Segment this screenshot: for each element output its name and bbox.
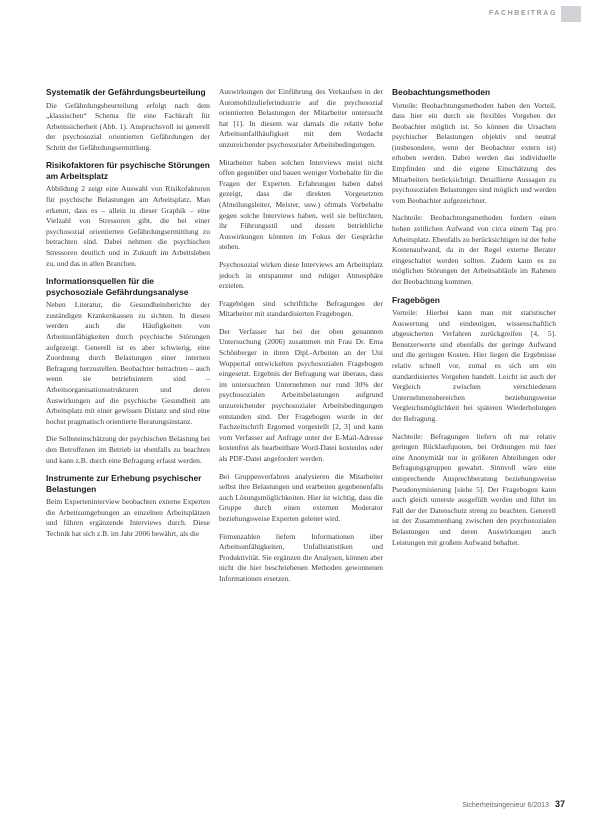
paragraph: Die Selbsteinschätzung der psychischen Belastung bei den Betroffenen im Betrieb ist ebenfalls zu beachten und kann z.B. durch eine Befragung erfasst werden. xyxy=(46,434,210,465)
paragraph: Der Verfasser hat bei der oben genannten Untersuchung (2006) zusammen mit Frau Dr. Erna Schönberger in ihren Dipl.-Arbeiten an der Uni Wuppertal entwickelten psychosozialen Fragebogen eingesetzt. Ergebnis der Befragung war überaus, dass im untersuchten Unternehmen nur rund 30% der psychosozialen Arbeitsbelastungen aufgrund unzureichender psychosozialer Arbeitsbedingungen entstanden sind. Der Fragebogen wurde in der Fachzeitschrift Ergomed vorgestellt [2, 3] und kann vom Verfasser auf Anfrage unter der E-Mail-Adresse kostenfrei als bearbeitbare Word-Datei kostenlos oder als PDF-Datei angefordert werden. xyxy=(219,326,383,463)
section-label: FACHBEITRAG xyxy=(488,10,557,17)
heading-frageboegen: Fragebögen xyxy=(392,294,440,305)
column-2 xyxy=(219,87,383,592)
paragraph: Nachteile: Beobachtungsmethoden fordern einen hohen zeitlichen Aufwand von circa einem Tag pro Arbeitsplatz. Ebenfalls zu berücksichtigen ist der hohe Kostenaufwand, da in der Regel externe Berater eingeschaltet werden sollten. Zudem kann es zu möglichen Störungen der Arbeitsabläufe im Rahmen der Beobachtung kommen. xyxy=(392,213,556,286)
column-1 xyxy=(46,87,210,547)
paragraph: Vorteile: Beobachtungsmethoden haben den Vorteil, dass hier ein durch sie flexibles Vorgehen der Beobachter möglich ist. So können die Ursachen psychischer Belastungen objektiv und neutral (insbesondere, wenn der Beobachter extern ist) erhoben werden. Dabei werden das individuelle Empfinden und die eigene Einschätzung des Mitarbeiters berücksichtigt. Detaillierte Aussagen zu psychosozialen Belastungen sind möglich und werden vom Beobachter aufgezeichnet. xyxy=(392,100,556,205)
page-footer xyxy=(462,799,565,809)
heading-beobachtungsmethoden: Beobachtungsmethoden xyxy=(392,87,491,97)
paragraph: Nachteile: Befragungen liefern oft nur relativ geringen Rücklaufquoten, bei Ordnungen mit hier eine Anonymität nur in größeren Abteilungen oder Befragungsgruppen gewahrt. Sinnvoll wäre eine entsprechende Ansprechberatung beziehungsweise Pseudonymisierung [siehe 5]. Der Fragebogen kann auch gleich unterste ausgefüllt werden und führt im Fall der der Datenschutz streng zu beachten. Generell ist der Zusammenhang zwischen den psychosozialen Belastungen und deren Auswirkungen auch Leistungen mit großem Aufwand behaftet. xyxy=(392,431,556,547)
journal-name: Sicherheitsingenieur 6/2013 xyxy=(462,802,549,809)
paragraph: Bei Gruppenverfahren analysieren die Mitarbeiter selbst ihre Belastungen und erarbeiten gegebenenfalls auch Lösungsmöglichkeiten. Hier ist wichtig, dass die Gruppe durch einen externen Moderator beziehungsweise Experten geleitet wird. xyxy=(219,471,383,523)
paragraph: Die Gefährdungsbeurteilung erfolgt nach dem „klassischen“ Schema für eine Fachkraft für Arbeitssicherheit (Abb. 1). Anspruchsvoll ist generell der psychosozial orientierten Gefährdungen der Schritt der Gefährdungsermittlung. xyxy=(46,100,210,152)
paragraph: Auswirkungen der Einführung des Verkaufsen in der Automobilzulieferindustrie auf die psychosozial orientierten Belastungen der Mitarbeiter untersucht hat [1]. In diesem war damals die relativ hohe Arbeitsunfallhäufigkeit mit dem Verdacht unzureichender psychosozialer Arbeitsbedingungen. xyxy=(219,87,383,149)
paragraph: Firmenzahlen liefern Informationen über Arbeitsunfähigkeiten, Unfallstatistiken und Produktivität. Sie ergänzen die Analysen, können aber nicht die hier beschriebenen Methoden gewonnenen Informationen ersetzen. xyxy=(219,531,383,583)
paragraph: Vorteile: Hierbei kann man mit statistischer Auswertung und eindeutigen, wissenschaftlich abgesicherten Verfahren zurückgreifen [4, 5]. Benutzerwerte sind ebenfalls der geringe Aufwand und die geringen Kosten. Hier liegen die Ergebnisse relativ schnell vor, zumal es sich um ein standardisiertes Vorgehen handelt. Leicht ist auch der Vergleich zwischen verschiedenen Unternehmensbereichen beziehungsweise Vergleichsmöglichkeit bei späteren Wiederholungen der Befragung. xyxy=(392,308,556,424)
heading-systematik: Systematik der Gefährdungsbeurteilung xyxy=(46,87,206,97)
paragraph: Psychosozial wirken diese Interviews am Arbeitsplatz jedoch in entspannter und ruhiger Atmosphäre erzielen. xyxy=(219,259,383,291)
paragraph: Fragebögen sind schriftliche Befragungen der Mitarbeiter mit standardisierten Fragebogen. xyxy=(219,298,383,319)
paragraph: Mitarbeiter haben solchen Interviews meist nicht offen gegenüber und bauen weniger Vorbehalte für die Fragen der Experten. Erfahrungen haben dabei gezeigt, dass die direkten Vorgesetzten (Abteilungsleiter, Meister, usw.) oftmals Vorbehalte gegen solche Interviews haben, weil sie befürchten, ihr Führungsstil und dessen betriebliche Auswirkungen könnten im Fokus der Gespräche stehen. xyxy=(219,157,383,252)
header-marker xyxy=(561,6,581,22)
heading-informationsquellen: Informationsquellen für die psychosoziale Gefährdungsanalyse xyxy=(46,276,189,297)
paragraph: Abbildung 2 zeigt eine Auswahl von Risikofaktoren für psychische Belastungen am Arbeitsplatz. Man erkennt, dass es – allein in dieser Graphik – eine Vielzahl von Stressoren gibt, die bei einer psychosozial orientierten Gefährdungsermittlung zu betrachten sind. Dabei nehmen die psychischen Stressoren deutlich und in Zukunft im Arbeitsleben zu, und das in allen Branchen. xyxy=(46,184,210,268)
paragraph: Neben Literatur, die Gesundheitsberichte der zuständigen Krankenkassen zu sichten. In diesen werden auch die Häufigkeiten von Arbeitsunfähigkeiten durch psychische Störungen aufgezeigt. Generell ist es aber schwierig, eine Zuordnung durch Belastungen einer internen Befragung herzustellen. Beobachter betrachten – auch wenn sie betriebsintern sind – Arbeitsorganisationsstrukturen und deren Auswirkungen auf die psychische Gesundheit am Arbeitsplatz mit einer gewissen Distanz und sind eine hochst pragmatisch orientierte Beratungsinstanz. xyxy=(46,300,210,426)
heading-instrumente: Instrumente zur Erhebung psychischer Belastungen xyxy=(46,473,202,494)
column-3 xyxy=(392,87,556,555)
page-number: 37 xyxy=(554,799,565,809)
paragraph: Beim Experteninterview beobachten externe Experten die Arbeitsumgebungen an einzelnen Arbeitsplätzen und führen ergänzende Interviews durch. Diese Technik hat sich z.B. im Jahr 2006 bewährt, als die xyxy=(46,497,210,538)
heading-risikofaktoren: Risikofaktoren für psychische Störungen am Arbeitsplatz xyxy=(46,160,210,181)
